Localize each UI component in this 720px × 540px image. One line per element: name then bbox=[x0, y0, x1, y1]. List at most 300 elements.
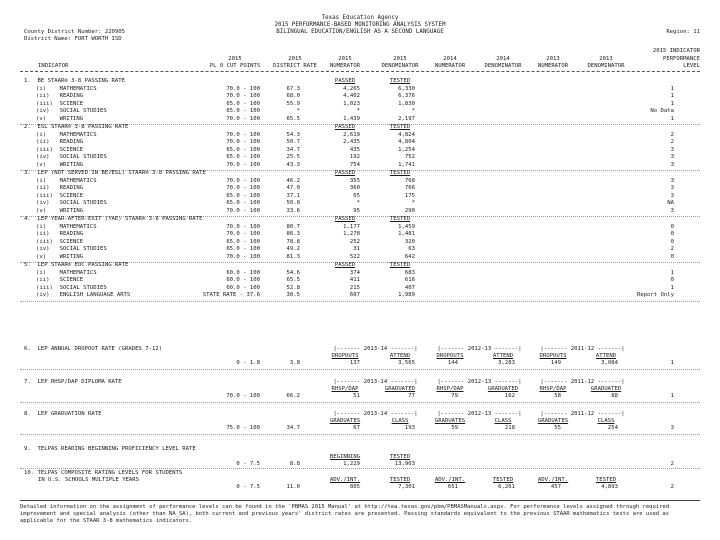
denominator: 1,989 bbox=[398, 292, 415, 298]
section-title-row bbox=[0, 124, 720, 131]
cut-points: 70.0 - 100 bbox=[226, 131, 260, 138]
performance-level: 1 bbox=[670, 115, 674, 122]
numerator: 522 bbox=[349, 253, 360, 260]
denominator-label: TESTED bbox=[389, 262, 411, 268]
table-row bbox=[0, 254, 720, 261]
year-group-2014: |------- 2012-13 -------| bbox=[437, 346, 522, 352]
denominator-2013: 88 bbox=[611, 393, 618, 399]
table-row bbox=[0, 208, 720, 215]
col-indicator: INDICATOR bbox=[38, 63, 69, 69]
col-num15: NUMERATOR bbox=[329, 63, 361, 69]
numerator-2014: 59 bbox=[451, 425, 458, 431]
table-row bbox=[0, 277, 720, 284]
performance-level: 1 bbox=[670, 269, 674, 276]
col-year-den15: 2015 bbox=[393, 56, 407, 62]
table-row bbox=[0, 200, 720, 207]
table-row bbox=[0, 108, 720, 115]
district-rate: 25.5 bbox=[286, 154, 300, 160]
pl-header-1: 2015 INDICATOR bbox=[652, 48, 700, 54]
indicator-item: (i) MATHEMATICS bbox=[36, 131, 97, 138]
col-cut-points: PL 0 CUT POINTS bbox=[209, 63, 261, 69]
section-10-den: 7,301 bbox=[398, 484, 415, 490]
table-row bbox=[0, 86, 720, 93]
district-rate: 68.0 bbox=[286, 93, 300, 99]
numerator-label-2013: DROPOUTS bbox=[539, 353, 567, 359]
section-title: 4. LEP YEAR-AFTER-EXIT (YAE) STAAR® 3-8 PASSING RATE bbox=[24, 216, 203, 222]
denominator-label: TESTED bbox=[389, 124, 411, 130]
column-header-labels bbox=[0, 63, 720, 70]
col-den14: DENOMINATOR bbox=[484, 63, 522, 69]
denominator-label: ATTEND bbox=[389, 353, 411, 359]
col-den13: DENOMINATOR bbox=[587, 63, 625, 69]
numerator-label: DROPOUTS bbox=[331, 353, 359, 359]
cut-points: 70.0 - 100 bbox=[226, 93, 260, 99]
section-9-num: 1,229 bbox=[343, 461, 360, 467]
multi-data-row bbox=[0, 425, 720, 432]
section-9-rate: 8.8 bbox=[289, 461, 300, 467]
section-title-row bbox=[0, 216, 720, 223]
district-rate: 49.2 bbox=[286, 246, 300, 252]
district-rate: 65.5 bbox=[286, 115, 300, 122]
section-title-row bbox=[0, 170, 720, 177]
indicator-item: (ii) READING bbox=[36, 185, 84, 191]
section-title: 8. LEP GRADUATION RATE bbox=[24, 411, 102, 417]
numerator-label-2013: RHSP/DAP bbox=[539, 386, 567, 392]
section-10-data-row bbox=[0, 484, 720, 491]
section-title-row bbox=[0, 78, 720, 85]
numerator-label-2014: RHSP/DAP bbox=[436, 386, 464, 392]
district-rate: 55.9 bbox=[286, 100, 300, 107]
table-row bbox=[0, 193, 720, 200]
year-group-2013: |------- 2011-12 -------| bbox=[540, 346, 625, 352]
denominator-2015: 193 bbox=[404, 425, 415, 431]
numerator: * bbox=[356, 108, 360, 114]
performance-level: No Data bbox=[650, 108, 674, 114]
section-9-den: 13,903 bbox=[394, 461, 415, 467]
cut-points: 65.0 - 100 bbox=[226, 146, 260, 153]
cut-points: 70.0 - 100 bbox=[226, 207, 260, 214]
col-num13: NUMERATOR bbox=[537, 63, 569, 69]
denominator-label-2013: CLASS bbox=[597, 418, 615, 424]
section-title-row bbox=[0, 262, 720, 269]
cut-points: 60.0 - 100 bbox=[226, 269, 260, 276]
denominator-label: GRADUATED bbox=[384, 386, 416, 392]
performance-level: 0 bbox=[670, 277, 674, 283]
denominator: 616 bbox=[404, 277, 415, 283]
indicator-item: (i) MATHEMATICS bbox=[36, 223, 97, 230]
performance-level: 3 bbox=[670, 425, 674, 431]
section-title: 1. BE STAAR® 3-8 PASSING RATE bbox=[24, 78, 126, 84]
performance-level: 1 bbox=[670, 85, 674, 92]
denominator: 2,197 bbox=[398, 115, 415, 122]
multi-label-row bbox=[0, 418, 720, 425]
pl-header-2: PERFORMANCE bbox=[662, 56, 700, 62]
section-9-label-row bbox=[0, 454, 720, 461]
performance-level: 3 bbox=[670, 185, 674, 191]
numerator-2013: 149 bbox=[550, 360, 561, 366]
denominator-label: TESTED bbox=[389, 216, 411, 222]
district-rate: * bbox=[296, 108, 300, 114]
denominator: 1,459 bbox=[398, 223, 415, 230]
denominator-2013: 254 bbox=[607, 425, 618, 431]
numerator-label: PASSED bbox=[334, 124, 356, 130]
numerator-2013: 58 bbox=[554, 393, 561, 399]
section-9-pl: 2 bbox=[670, 461, 674, 467]
table-row bbox=[0, 270, 720, 277]
numerator: 95 bbox=[353, 207, 360, 214]
section-9-title: 9. TELPAS READING BEGINNING PROFICIENCY LEVEL RATE bbox=[24, 446, 196, 452]
numerator: 31 bbox=[353, 246, 360, 252]
section-10-num-label-14: ADV./INT. bbox=[434, 477, 466, 483]
district-rate: 34.7 bbox=[286, 146, 300, 153]
numerator-label: PASSED bbox=[334, 262, 356, 268]
multi-title-row bbox=[0, 411, 720, 418]
district-rate: 54.6 bbox=[286, 269, 300, 276]
cut-points: 65.0 - 100 bbox=[226, 192, 260, 199]
denominator: 290 bbox=[404, 207, 415, 214]
header-divider bbox=[20, 71, 700, 72]
numerator: * bbox=[356, 200, 360, 206]
performance-level: 1 bbox=[670, 284, 674, 291]
indicator-item: (iii) SCIENCE bbox=[36, 238, 84, 245]
year-group-2015: |------- 2013-14 -------| bbox=[333, 346, 418, 352]
denominator: 320 bbox=[404, 238, 415, 245]
numerator: 411 bbox=[349, 277, 360, 283]
multi-data-row bbox=[0, 360, 720, 367]
performance-level: 1 bbox=[670, 360, 674, 366]
indicator-item: (iv) SOCIAL STUDIES bbox=[36, 246, 107, 252]
cut-points: 65.0 - 100 bbox=[226, 100, 260, 107]
col-year-num13: 2013 bbox=[546, 56, 560, 62]
report-title: BILINGUAL EDUCATION/ENGLISH AS A SECOND LANGUAGE bbox=[276, 29, 444, 35]
performance-level: 0 bbox=[670, 223, 674, 230]
indicator-item: (iv) SOCIAL STUDIES bbox=[36, 200, 107, 206]
denominator: 1,481 bbox=[398, 231, 415, 237]
district-rate: 46.2 bbox=[286, 177, 300, 184]
section-9-data-row bbox=[0, 461, 720, 468]
numerator: 2,619 bbox=[343, 131, 360, 138]
section-10-cut: 0 - 7.5 bbox=[236, 484, 260, 490]
indicator-item: (iv) ENGLISH LANGUAGE ARTS bbox=[36, 292, 131, 298]
section-divider bbox=[20, 468, 700, 469]
cut-points: 70.0 - 100 bbox=[226, 115, 260, 122]
numerator-2013: 55 bbox=[554, 425, 561, 431]
numerator-label: PASSED bbox=[334, 78, 356, 84]
district-rate: 50.0 bbox=[286, 200, 300, 206]
numerator: 1,278 bbox=[343, 231, 360, 237]
cut-points: 70.0 - 100 bbox=[226, 185, 260, 191]
district-rate: 52.8 bbox=[286, 284, 300, 291]
numerator: 374 bbox=[349, 269, 360, 276]
numerator: 2,435 bbox=[343, 139, 360, 145]
district-rate: 80.7 bbox=[286, 223, 300, 230]
system-title: 2015 PERFORMANCE-BASED MONITORING ANALYSIS SYSTEM bbox=[274, 22, 446, 28]
numerator-label: RHSP/DAP bbox=[331, 386, 359, 392]
numerator-2015: 51 bbox=[353, 393, 360, 399]
section-10-n14: 651 bbox=[447, 484, 458, 490]
section-10-rate: 11.0 bbox=[286, 484, 300, 490]
indicator-item: (ii) READING bbox=[36, 231, 84, 237]
performance-level: 3 bbox=[670, 154, 674, 160]
section-10-label-row bbox=[0, 477, 720, 484]
indicator-item: (iii) SCIENCE bbox=[36, 100, 84, 107]
agency-title: Texas Education Agency bbox=[321, 15, 399, 21]
numerator: 65 bbox=[353, 192, 360, 199]
district-rate: 34.7 bbox=[286, 425, 300, 431]
year-group-2014: |------- 2012-13 -------| bbox=[437, 411, 522, 417]
denominator-label-2014: CLASS bbox=[494, 418, 512, 424]
col-year-den14: 2014 bbox=[496, 56, 510, 62]
indicator-item: (i) MATHEMATICS bbox=[36, 177, 97, 184]
section-9-title-row bbox=[0, 446, 720, 453]
performance-level: 2 bbox=[670, 131, 674, 138]
district-rate: 50.7 bbox=[286, 139, 300, 145]
performance-level: 2 bbox=[670, 139, 674, 145]
district-number: County District Number: 220905 bbox=[24, 29, 126, 35]
table-row bbox=[0, 292, 720, 299]
section-10-d13: 4,893 bbox=[601, 484, 618, 490]
indicator-item: (v) WRITING bbox=[36, 115, 84, 122]
numerator: 1,439 bbox=[343, 115, 360, 122]
numerator: 4,265 bbox=[343, 85, 360, 92]
denominator: 407 bbox=[404, 284, 415, 291]
denominator: 768 bbox=[404, 177, 415, 184]
cut-points: 70.0 - 100 bbox=[226, 393, 260, 399]
indicator-item: (iv) SOCIAL STUDIES bbox=[36, 154, 107, 160]
denominator-label-2013: ATTEND bbox=[595, 353, 617, 359]
table-row bbox=[0, 116, 720, 123]
year-group-2015: |------- 2013-14 -------| bbox=[333, 379, 418, 385]
section-9-cut: 0 - 7.5 bbox=[236, 461, 260, 467]
performance-level: 1 bbox=[670, 93, 674, 99]
denominator-label: TESTED bbox=[389, 170, 411, 176]
numerator: 1,177 bbox=[343, 223, 360, 230]
cut-points: 70.0 - 100 bbox=[226, 139, 260, 145]
col-den15: DENOMINATOR bbox=[381, 63, 419, 69]
performance-level: 3 bbox=[670, 192, 674, 199]
numerator-2014: 79 bbox=[451, 393, 458, 399]
cut-points: 60.0 - 100 bbox=[226, 284, 260, 291]
performance-level: 0 bbox=[670, 238, 674, 245]
denominator-label: TESTED bbox=[389, 78, 411, 84]
indicator-item: (iv) SOCIAL STUDIES bbox=[36, 108, 107, 114]
indicator-item: (v) WRITING bbox=[36, 161, 84, 168]
numerator-label: PASSED bbox=[334, 170, 356, 176]
indicator-item: (i) MATHEMATICS bbox=[36, 269, 97, 276]
performance-level: 1 bbox=[670, 393, 674, 399]
table-row bbox=[0, 101, 720, 108]
denominator: 175 bbox=[404, 192, 415, 199]
district-rate: 86.3 bbox=[286, 231, 300, 237]
numerator: 4,402 bbox=[343, 93, 360, 99]
denominator: 1,741 bbox=[398, 161, 415, 168]
numerator: 435 bbox=[349, 146, 360, 153]
table-row bbox=[0, 224, 720, 231]
numerator: 215 bbox=[349, 284, 360, 291]
indicator-item: (ii) SCIENCE bbox=[36, 277, 84, 283]
numerator: 355 bbox=[349, 177, 360, 184]
section-10-pl: 2 bbox=[670, 484, 674, 490]
denominator: 4,824 bbox=[398, 131, 415, 138]
year-group-2013: |------- 2011-12 -------| bbox=[540, 411, 625, 417]
table-row bbox=[0, 154, 720, 161]
district-rate: 81.3 bbox=[286, 253, 300, 260]
region-label: Region: 11 bbox=[666, 29, 700, 35]
cut-points: 65.0 - 100 bbox=[226, 238, 260, 245]
section-10-den-label-14: TESTED bbox=[492, 477, 514, 483]
numerator: 252 bbox=[349, 238, 360, 245]
cut-points: 0 - 1.8 bbox=[236, 360, 260, 366]
section-10-den-label: TESTED bbox=[389, 477, 411, 483]
denominator: 4,804 bbox=[398, 139, 415, 145]
indicator-item: (iii) SCIENCE bbox=[36, 146, 84, 153]
table-row bbox=[0, 239, 720, 246]
numerator-label: PASSED bbox=[334, 216, 356, 222]
section-title: 2. ESL STAAR® 3-8 PASSING RATE bbox=[24, 124, 129, 130]
cut-points: 70.0 - 100 bbox=[226, 85, 260, 92]
section-divider bbox=[20, 434, 700, 435]
section-title: 6. LEP ANNUAL DROPOUT RATE (GRADES 7-12) bbox=[24, 346, 163, 352]
cut-points: 70.0 - 100 bbox=[226, 231, 260, 237]
section-divider bbox=[20, 369, 700, 370]
performance-level: 0 bbox=[670, 231, 674, 237]
table-row bbox=[0, 246, 720, 253]
footer-divider bbox=[20, 500, 700, 501]
denominator-label-2014: ATTEND bbox=[492, 353, 514, 359]
section-10-n13: 457 bbox=[550, 484, 561, 490]
indicator-item: (ii) READING bbox=[36, 93, 84, 99]
performance-level: 2 bbox=[670, 246, 674, 252]
section-divider bbox=[20, 402, 700, 403]
district-rate: 54.3 bbox=[286, 131, 300, 138]
section-title: 3. LEP (NOT SERVED IN BE/ESL) STAAR® 3-8 PASSING RATE bbox=[24, 170, 206, 176]
denominator: 1,830 bbox=[398, 100, 415, 107]
column-header-years bbox=[0, 56, 720, 63]
col-year-den13: 2013 bbox=[599, 56, 613, 62]
year-group-2014: |------- 2012-13 -------| bbox=[437, 379, 522, 385]
numerator: 754 bbox=[349, 161, 360, 168]
denominator: 766 bbox=[404, 185, 415, 191]
performance-level: 0 bbox=[670, 253, 674, 260]
cut-points: 70.0 - 100 bbox=[226, 161, 260, 168]
performance-level: 3 bbox=[670, 207, 674, 214]
denominator-label: CLASS bbox=[391, 418, 409, 424]
multi-data-row bbox=[0, 393, 720, 400]
section-title: 5. LEP STAAR® EOC PASSING RATE bbox=[24, 262, 129, 268]
denominator: 63 bbox=[408, 246, 415, 252]
denominator-label-2014: GRADUATED bbox=[487, 386, 519, 392]
cut-points: 60.0 - 100 bbox=[226, 277, 260, 283]
denominator-2014: 3,283 bbox=[498, 360, 515, 366]
district-rate: 33.6 bbox=[286, 207, 300, 214]
cut-points: STATE RATE - 37.6 bbox=[202, 292, 260, 298]
col-year-num15: 2015 bbox=[338, 56, 352, 62]
col-year-num14: 2014 bbox=[443, 56, 457, 62]
denominator-2015: 77 bbox=[408, 393, 415, 399]
denominator: 1,254 bbox=[398, 146, 415, 153]
numerator-2015: 137 bbox=[349, 360, 360, 366]
numerator-2015: 67 bbox=[353, 425, 360, 431]
section-9-num-label: BEGINNING bbox=[329, 454, 361, 460]
denominator-2015: 3,565 bbox=[398, 360, 415, 366]
table-row bbox=[0, 178, 720, 185]
indicator-item: (v) WRITING bbox=[36, 207, 84, 214]
section-10-num-label-13: ADV./INT. bbox=[537, 477, 569, 483]
denominator: 642 bbox=[404, 253, 415, 260]
numerator-label: GRADUATES bbox=[329, 418, 361, 424]
performance-level: Report Only bbox=[636, 292, 674, 298]
table-row bbox=[0, 132, 720, 139]
performance-level: 1 bbox=[670, 100, 674, 107]
district-rate: 43.3 bbox=[286, 161, 300, 168]
district-rate: 67.3 bbox=[286, 85, 300, 92]
performance-level: 3 bbox=[670, 146, 674, 153]
multi-label-row bbox=[0, 353, 720, 360]
table-row bbox=[0, 185, 720, 192]
section-10-d14: 6,261 bbox=[498, 484, 515, 490]
denominator: 6,376 bbox=[398, 93, 415, 99]
denominator: * bbox=[411, 200, 415, 206]
table-row bbox=[0, 285, 720, 292]
denominator-label-2013: GRADUATED bbox=[590, 386, 622, 392]
section-title: 7. LEP RHSP/DAP DIPLOMA RATE bbox=[24, 379, 122, 385]
district-name: District Name: FORT WORTH ISD bbox=[24, 36, 122, 42]
section-divider bbox=[20, 301, 700, 302]
section-9-den-label: TESTED bbox=[389, 454, 411, 460]
district-rate: 65.5 bbox=[286, 277, 300, 283]
multi-label-row bbox=[0, 386, 720, 393]
cut-points: 70.0 - 100 bbox=[226, 223, 260, 230]
cut-points: 70.0 - 100 bbox=[226, 253, 260, 260]
performance-level: NA bbox=[667, 200, 674, 206]
col-num14: NUMERATOR bbox=[434, 63, 466, 69]
district-rate: 78.8 bbox=[286, 238, 300, 245]
section-10-num: 805 bbox=[349, 484, 360, 490]
year-group-2013: |------- 2011-12 -------| bbox=[540, 379, 625, 385]
section-10-title: 10. TELPAS COMPOSITE RATING LEVELS FOR STUDENTS bbox=[24, 470, 183, 476]
numerator: 1,023 bbox=[343, 100, 360, 107]
section-10-num-label: ADV./INT. bbox=[329, 477, 361, 483]
table-row bbox=[0, 147, 720, 154]
cut-points: 65.0 - 100 bbox=[226, 246, 260, 252]
district-rate: 47.0 bbox=[286, 185, 300, 191]
col-year-cut: 2015 bbox=[228, 56, 242, 62]
table-row bbox=[0, 139, 720, 146]
denominator-2013: 3,084 bbox=[601, 360, 618, 366]
denominator: 6,330 bbox=[398, 85, 415, 92]
performance-level: 3 bbox=[670, 177, 674, 184]
cut-points: 75.0 - 100 bbox=[226, 425, 260, 431]
indicator-item: (ii) READING bbox=[36, 139, 84, 145]
denominator: 752 bbox=[404, 154, 415, 160]
denominator: * bbox=[411, 108, 415, 114]
pl-header-3: LEVEL bbox=[683, 63, 700, 69]
table-row bbox=[0, 93, 720, 100]
denominator-2014: 162 bbox=[504, 393, 515, 399]
district-rate: 3.8 bbox=[289, 360, 300, 366]
numerator: 607 bbox=[349, 292, 360, 298]
multi-title-row bbox=[0, 379, 720, 386]
cut-points: 70.0 - 100 bbox=[226, 177, 260, 184]
cut-points: 65.0 - 100 bbox=[226, 200, 260, 206]
multi-title-row bbox=[0, 346, 720, 353]
indicator-item: (i) MATHEMATICS bbox=[36, 85, 97, 92]
numerator-label-2014: DROPOUTS bbox=[436, 353, 464, 359]
numerator-2014: 144 bbox=[447, 360, 458, 366]
numerator: 360 bbox=[349, 185, 360, 191]
district-rate: 30.5 bbox=[286, 292, 300, 298]
numerator-label-2013: GRADUATES bbox=[537, 418, 569, 424]
